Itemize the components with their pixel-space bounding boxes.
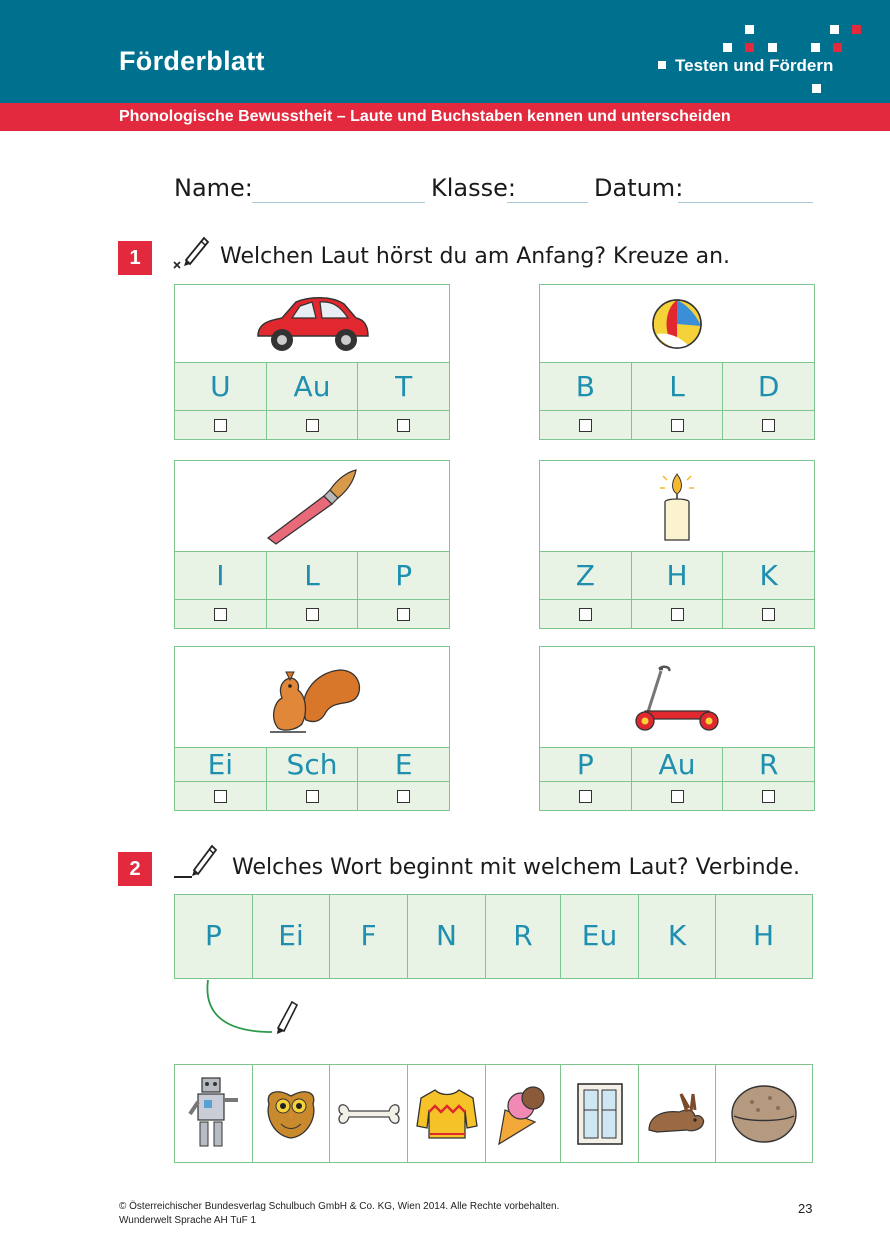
- letter-cell[interactable]: Eu: [561, 895, 639, 978]
- option-checkbox[interactable]: [306, 419, 319, 432]
- squirrel-icon: [260, 658, 364, 736]
- name-field[interactable]: [252, 202, 425, 203]
- letter-cell[interactable]: P: [175, 895, 253, 978]
- name-label: Name:: [174, 174, 253, 202]
- brand-text: Testen und Fördern: [675, 56, 834, 75]
- copyright-text: © Österreichischer Bundesverlag Schulbuch GmbH & Co. KG, Wien 2014. Alle Rechte vorbehalten.: [119, 1201, 560, 1212]
- rabbit-icon: [643, 1090, 711, 1138]
- bullet-icon: [658, 61, 666, 69]
- example-connector: [200, 976, 310, 1038]
- letter-cell[interactable]: K: [639, 895, 716, 978]
- option-checkbox[interactable]: [579, 419, 592, 432]
- picture-grid: [174, 1064, 813, 1163]
- option-checkbox[interactable]: [306, 790, 319, 803]
- walnut-icon: [728, 1082, 800, 1146]
- option-letter: U: [175, 363, 267, 410]
- class-label: Klasse:: [431, 174, 516, 202]
- subtitle-bar: [0, 103, 890, 131]
- pencil-cross-icon: [170, 230, 212, 272]
- subtitle: Phonologische Bewusstheit – Laute und Buchstaben kennen und unterscheiden: [119, 108, 731, 125]
- date-label: Datum:: [594, 174, 684, 202]
- robot-icon: [186, 1074, 242, 1154]
- date-field[interactable]: [678, 202, 813, 203]
- option-letter: L: [632, 363, 724, 410]
- option-checkbox[interactable]: [214, 790, 227, 803]
- window-icon: [574, 1080, 626, 1148]
- option-letter: Sch: [267, 748, 359, 781]
- letter-cell[interactable]: F: [330, 895, 408, 978]
- page-number: 23: [798, 1201, 813, 1216]
- letter-cell[interactable]: Ei: [253, 895, 330, 978]
- option-checkbox[interactable]: [762, 608, 775, 621]
- letter-cell[interactable]: N: [408, 895, 486, 978]
- option-checkbox[interactable]: [397, 790, 410, 803]
- option-checkbox[interactable]: [579, 608, 592, 621]
- option-letter: K: [759, 559, 778, 592]
- task-card-scooter: [539, 646, 815, 811]
- candle-icon: [657, 468, 697, 544]
- header-bar: [0, 0, 890, 103]
- letter-cell[interactable]: H: [752, 919, 775, 952]
- option-letter: Z: [540, 552, 632, 599]
- task1-number: 1: [118, 241, 152, 275]
- option-checkbox[interactable]: [306, 608, 319, 621]
- owl-icon: [263, 1084, 319, 1144]
- task2-instruction: Welches Wort beginnt mit welchem Laut? Verbinde.: [232, 855, 801, 880]
- option-checkbox[interactable]: [762, 419, 775, 432]
- source-text: Wunderwelt Sprache AH TuF 1: [119, 1215, 257, 1226]
- letter-cell[interactable]: R: [486, 895, 561, 978]
- ice-cream-icon: [495, 1082, 551, 1146]
- option-checkbox[interactable]: [671, 790, 684, 803]
- picture-cell-robot[interactable]: [175, 1065, 253, 1162]
- option-checkbox[interactable]: [671, 419, 684, 432]
- task-card-candle: [539, 460, 815, 629]
- paintbrush-icon: [262, 466, 362, 546]
- option-letter: Au: [267, 363, 359, 410]
- page-title: Förderblatt: [119, 46, 265, 76]
- task1-instruction: Welchen Laut hörst du am Anfang? Kreuze an.: [220, 244, 731, 269]
- bone-icon: [337, 1099, 401, 1129]
- option-letter: B: [540, 363, 632, 410]
- task2-number: 2: [118, 852, 152, 886]
- option-checkbox[interactable]: [397, 419, 410, 432]
- option-checkbox[interactable]: [579, 790, 592, 803]
- brand-label: [658, 56, 833, 76]
- option-letter: H: [632, 552, 724, 599]
- option-letter: E: [394, 748, 413, 781]
- option-letter: L: [267, 552, 359, 599]
- picture-cell-owl[interactable]: [253, 1065, 330, 1162]
- picture-cell-bone[interactable]: [330, 1065, 408, 1162]
- class-field[interactable]: [507, 202, 588, 203]
- scooter-icon: [629, 661, 725, 733]
- option-checkbox[interactable]: [214, 608, 227, 621]
- option-checkbox[interactable]: [397, 608, 410, 621]
- option-letter: R: [758, 748, 779, 781]
- option-checkbox[interactable]: [762, 790, 775, 803]
- option-letter: D: [757, 370, 780, 403]
- task-card-ball: [539, 284, 815, 440]
- option-letter: I: [175, 552, 267, 599]
- pencil-icon: [278, 1002, 297, 1031]
- picture-cell-ice-cream[interactable]: [486, 1065, 561, 1162]
- option-letter: P: [395, 559, 413, 592]
- picture-cell-walnut[interactable]: [716, 1065, 811, 1162]
- picture-cell-sweater[interactable]: [408, 1065, 486, 1162]
- letter-grid: [174, 894, 813, 979]
- pencil-line-icon: [170, 840, 222, 882]
- picture-cell-window[interactable]: [561, 1065, 639, 1162]
- option-letter: T: [395, 370, 413, 403]
- ball-icon: [649, 296, 705, 352]
- option-checkbox[interactable]: [671, 608, 684, 621]
- car-icon: [252, 292, 372, 356]
- option-letter: P: [540, 748, 632, 781]
- task-card-car: [174, 284, 450, 440]
- option-checkbox[interactable]: [214, 419, 227, 432]
- picture-cell-rabbit[interactable]: [639, 1065, 716, 1162]
- task-card-paintbrush: [174, 460, 450, 629]
- task-card-squirrel: [174, 646, 450, 811]
- option-letter: Ei: [175, 748, 267, 781]
- sweater-icon: [415, 1086, 479, 1142]
- option-letter: Au: [632, 748, 724, 781]
